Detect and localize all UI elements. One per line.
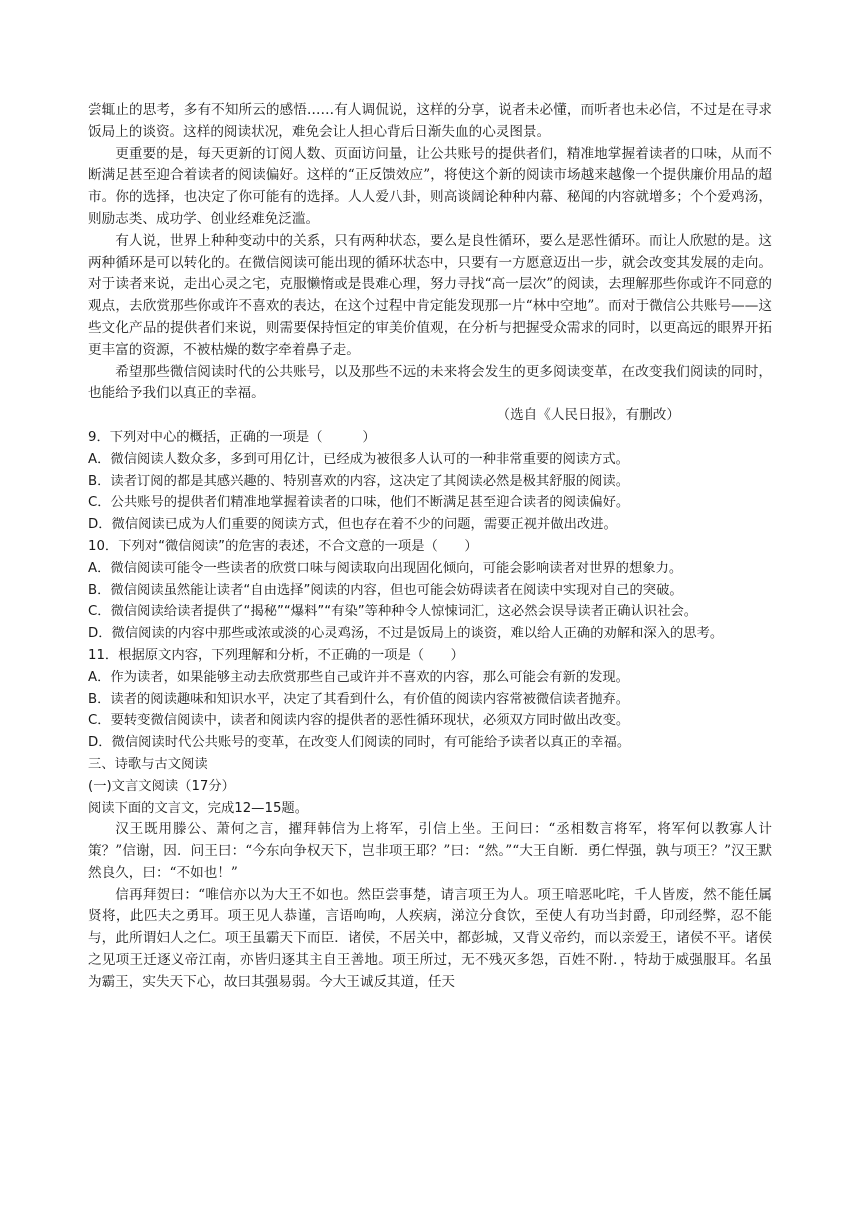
question-9 [88,427,772,536]
article-paragraph: 尝辄止的思考，多有不知所云的感悟……有人调侃说，这样的分享，说者未必懂，而听者也未必信，不过是在寻求饭局上的谈资。这样的阅读状况，难免会让人担心背后日渐失血的心灵图景。 [88,102,772,140]
question-10 [88,536,772,645]
option-a: A．作为读者，如果能够主动去欣赏那些自己或许并不喜欢的内容，那么可能会有新的发现。 [88,669,629,685]
article-paragraph: 有人说，世界上种种变动中的关系，只有两种状态，要么是良性循环，要么是恶性循环。而让人欣慰的是。这两种循环是可以转化的。在微信阅读可能出现的循环状态中，只要有一方愿意迈出一步，就会改变其发展的走向。对于读者来说，走出心灵之宅，克服懒惰或是畏难心理，努力寻找“高一层次”的阅读，去理解那些你或许不同意的观点，去欣赏那些你或许不喜欢的表达，在这个过程中肯定能发现那一片“林中空地”。而对于微信公共账号——这些文化产品的提供者们来说，则需要保持恒定的审美价值观，在分析与把握受众需求的同时，以更高远的眼界开拓更丰富的资源，不被枯燥的数字牵着鼻子走。 [88,232,772,358]
option-a: A．微信阅读人数众多，多到可用亿计，已经成为被很多人认可的一种非常重要的阅读方式。 [88,451,629,467]
section-heading: 三、诗歌与古文阅读 [88,756,208,772]
article-paragraph: 更重要的是，每天更新的订阅人数、页面访问量，让公共账号的提供者们，精准地掌握着读者的口味，从而不断满足甚至迎合着读者的阅读偏好。这样的“正反馈效应”，将使这个新的阅读市场越来越像一个提供廉价用品的超市。你的选择，也决定了你可能有的选择。人人爱八卦，则高谈阔论种种内幕、秘闻的内容就增多；个个爱鸡汤，则励志类、成功学、创业经难免泛滥。 [88,145,772,227]
option-c: C．要转变微信阅读中，读者和阅读内容的提供者的恶性循环现状，必须双方同时做出改变。 [88,713,630,729]
option-a: A．微信阅读可能令一些读者的欣赏口味与阅读取向出现固化倾向，可能会影响读者对世界的想象力。 [88,560,683,576]
question-11 [88,645,772,754]
option-d: D．微信阅读时代公共账号的变革，在改变人们阅读的同时，有可能给予读者以真正的幸福。 [88,735,631,751]
article-source: （选自《人民日报》，有删改） [496,407,680,424]
option-b: B．读者的阅读趣味和知识水平，决定了其看到什么，有价值的阅读内容常被微信读者抛弃。 [88,691,629,707]
section-instruction: 阅读下面的文言文，完成12—15题。 [88,800,308,816]
option-c: C．公共账号的提供者们精准地掌握着读者的口味，他们不断满足甚至迎合读者的阅读偏好。 [88,495,630,511]
question-stem: 9．下列对中心的概括，正确的一项是（ ） [88,429,376,445]
classical-paragraph: 汉王既用滕公、萧何之言，擢拜韩信为上将军，引信上坐。王问曰：“丞相数言将军，将军何以教寡人计策？”信谢，因．问王曰：“今东向争权天下，岂非项王耶？”曰：“然。”“大王自断．勇仁悍强，孰与项王？”汉王默然良久，曰：“不如也！” [88,821,772,881]
option-b: B．微信阅读虽然能让读者“自由选择”阅读的内容，但也可能会妨碍读者在阅读中实现对自己的突破。 [88,582,683,598]
option-d: D．微信阅读已成为人们重要的阅读方式，但也存在着不少的问题，需要正视并做出改进。 [88,517,617,533]
option-c: C．微信阅读给读者提供了“揭秘”“爆料”“有染”等种种令人惊悚词汇，这必然会误导读者正确认识社会。 [88,604,698,620]
document-page [88,100,772,994]
section-subheading: (一)文言文阅读（17分） [88,778,235,794]
question-stem: 10．下列对“微信阅读”的危害的表述，不合文意的一项是（ ） [88,538,478,554]
option-d: D．微信阅读的内容中那些或浓或淡的心灵鸡汤，不过是饭局上的谈资，难以给人正确的劝解和深入的思考。 [88,626,724,642]
article-paragraph: 希望那些微信阅读时代的公共账号，以及那些不远的未来将会发生的更多阅读变革，在改变我们阅读的同时，也能给予我们以真正的幸福。 [88,363,772,402]
option-b: B．读者订阅的都是其感兴趣的、特别喜欢的内容，这决定了其阅读必然是极其舒服的阅读。 [88,473,629,489]
classical-paragraph: 信再拜贺曰：“唯信亦以为大王不如也。然臣尝事楚，请言项王为人。项王喑恶叱咤，千人皆废，然不能任属贤将，此匹夫之勇耳。项王见人恭谨，言语呴呴，人疾病，涕泣分食饮，至使人有功当封爵，印刓经弊，忍不能与，此所谓妇人之仁。项王虽霸天下而臣．诸侯，不居关中，都彭城，又背义帝约，而以亲爱王，诸侯不平。诸侯之见项王迁逐义帝江南，亦皆归逐其主自王善地。项王所过，无不残灭多怨，百姓不附．，特劫于威强服耳。名虽为霸王，实失天下心，故曰其强易弱。今大王诚反其道，任天 [88,886,772,990]
question-stem: 11．根据原文内容，下列理解和分析，不正确的一项是（ ） [88,647,464,663]
